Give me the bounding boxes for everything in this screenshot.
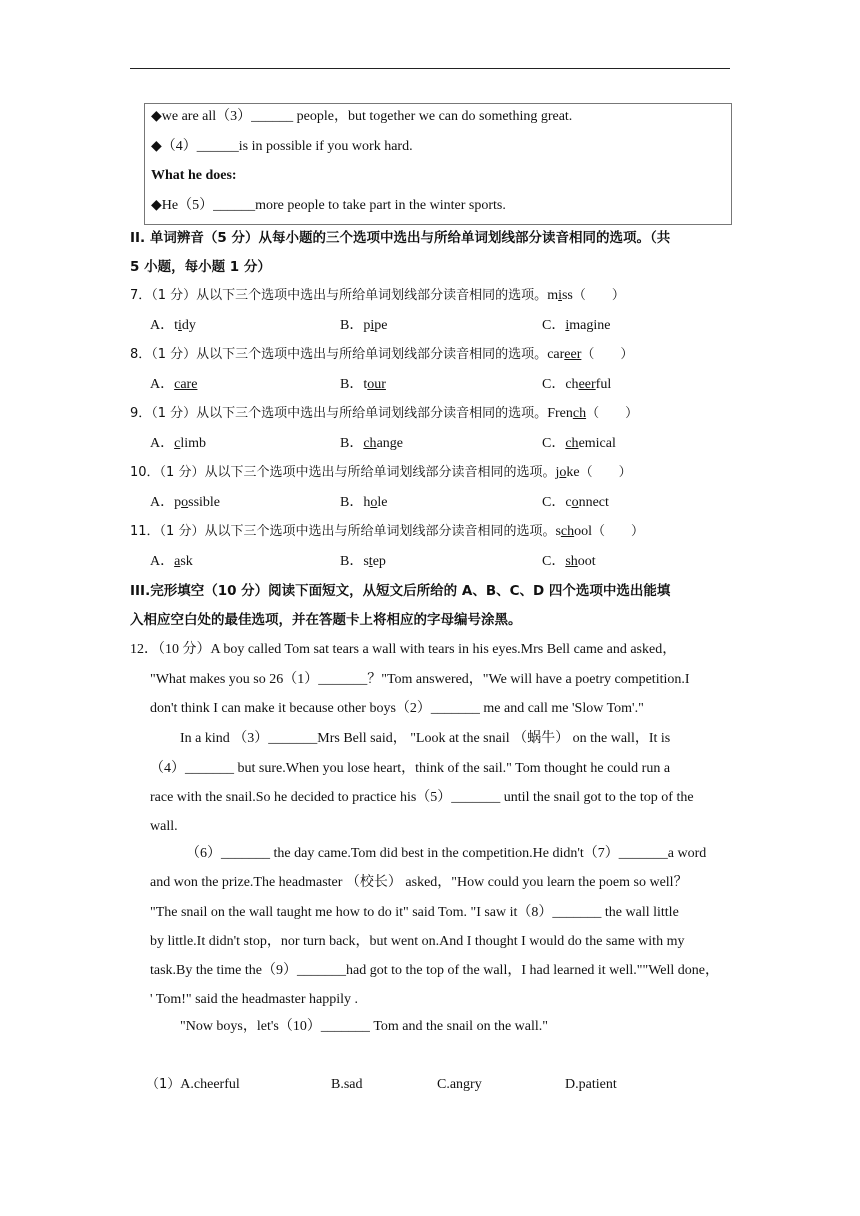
question-11-stem: 11．（1 分）从以下三个选项中选出与所给单词划线部分读音相同的选项。school（ ） — [130, 524, 645, 539]
question-10-option-a[interactable]: A．possible — [150, 495, 221, 510]
passage-line: race with the snail.So he decided to practice his（5）_______ until the snail got to the top of the — [150, 790, 694, 805]
passage-line: （6）_______ the day came.Tom did best in the competition.He didn't（7）_______a word — [186, 846, 707, 861]
passage-line: ' Tom!" said the headmaster happily . — [150, 992, 359, 1007]
passage-line: task.By the time the（9）_______had got to the top of the wall，I had learned it well.""Well done， — [150, 963, 720, 978]
question-9-option-b[interactable]: B．change — [340, 436, 403, 451]
question-7-stem: 7．（1 分）从以下三个选项中选出与所给单词划线部分读音相同的选项。miss（ ） — [130, 288, 625, 303]
passage-line: "What makes you so 26（1）_______？"Tom answered，"We will have a poetry competition.I — [150, 672, 690, 687]
box-line-4: ◆（4）______is in possible if you work hard. — [151, 139, 413, 154]
passage-line: and won the prize.The headmaster （校长） asked，"How could you learn the poem so well？ — [150, 875, 688, 890]
question-7-option-c[interactable]: C．imagine — [542, 318, 611, 333]
passage-line: 12．（10 分）A boy called Tom sat tears a wall with tears in his eyes.Mrs Bell came and asked， — [130, 642, 677, 657]
passage-line: "Now boys，let's（10）_______ Tom and the snail on the wall." — [180, 1019, 548, 1034]
question-9-option-a[interactable]: A．climb — [150, 436, 207, 451]
header-rule — [130, 68, 730, 69]
cloze-option-1-c[interactable]: C.angry — [437, 1077, 482, 1092]
section-2-title: II. 单词辨音（5 分）从每小题的三个选项中选出与所给单词划线部分读音相同的选项。（共 — [130, 230, 671, 246]
passage-line: don't think I can make it because other boys（2）_______ me and call me 'Slow Tom'." — [150, 701, 644, 716]
question-7-option-a[interactable]: A．tidy — [150, 318, 196, 333]
question-8-option-b[interactable]: B．tour — [340, 377, 386, 392]
question-11-option-c[interactable]: C．shoot — [542, 554, 596, 569]
cloze-option-1-number: （1）A.cheerful — [146, 1077, 240, 1092]
section-3-title-cont: 入相应空白处的最佳选项，并在答题卡上将相应的字母编号涂黑。 — [130, 612, 522, 628]
passage-line: by little.It didn't stop，nor turn back，but went on.And I thought I would do the same with my — [150, 934, 685, 949]
cloze-option-1-b[interactable]: B.sad — [331, 1077, 363, 1092]
question-8-option-a[interactable]: A．care — [150, 377, 198, 392]
box-heading: What he does: — [151, 168, 237, 183]
question-8-option-c[interactable]: C．cheerful — [542, 377, 612, 392]
section-3-title: III.完形填空（10 分）阅读下面短文，从短文后所给的 A、B、C、D 四个选项中选出能填 — [130, 583, 671, 599]
cloze-option-1-d[interactable]: D.patient — [565, 1077, 617, 1092]
section-2-title-cont: 5 小题，每小题 1 分） — [130, 259, 271, 275]
passage-line: "The snail on the wall taught me how to do it" said Tom. "I saw it（8）_______ the wall little — [150, 905, 679, 920]
question-10-option-b[interactable]: B．hole — [340, 495, 388, 510]
box-line-5: ◆He（5）______more people to take part in the winter sports. — [151, 198, 506, 213]
question-10-option-c[interactable]: C．connect — [542, 495, 609, 510]
question-9-option-c[interactable]: C．chemical — [542, 436, 616, 451]
question-7-option-b[interactable]: B．pipe — [340, 318, 388, 333]
question-8-stem: 8．（1 分）从以下三个选项中选出与所给单词划线部分读音相同的选项。career（ ） — [130, 347, 634, 362]
question-10-stem: 10．（1 分）从以下三个选项中选出与所给单词划线部分读音相同的选项。joke（ ） — [130, 465, 632, 480]
box-line-3: ◆we are all（3）______ people，but together we can do something great. — [151, 109, 573, 124]
passage-line: In a kind （3）_______Mrs Bell said， "Look at the snail （蜗牛） on the wall，It is — [180, 731, 671, 746]
question-11-option-b[interactable]: B．step — [340, 554, 386, 569]
passage-line: wall. — [150, 819, 178, 834]
passage-line: （4）_______ but sure.When you lose heart，think of the sail." Tom thought he could run a — [150, 761, 671, 776]
question-9-stem: 9．（1 分）从以下三个选项中选出与所给单词划线部分读音相同的选项。French（ ） — [130, 406, 639, 421]
question-11-option-a[interactable]: A．ask — [150, 554, 193, 569]
